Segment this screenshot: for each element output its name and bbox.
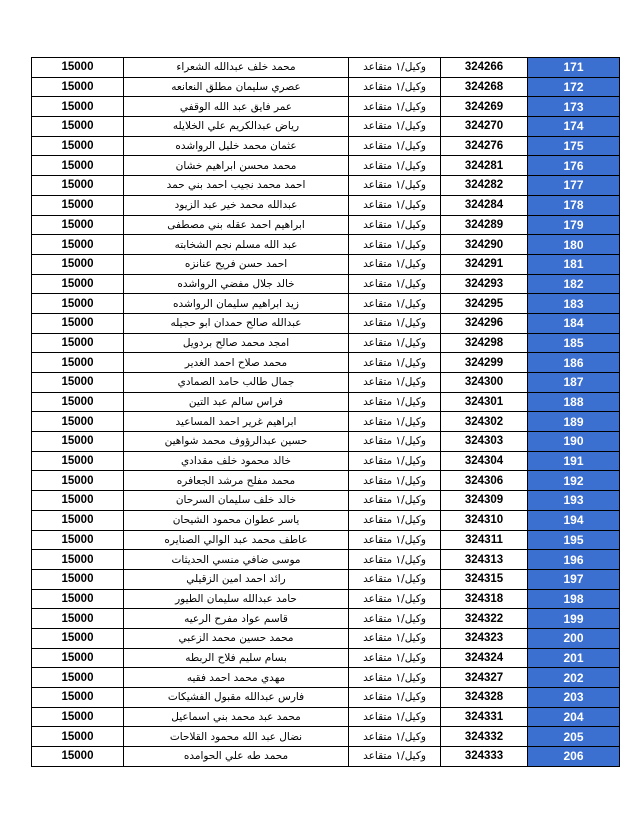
rank-cell: وكيل/١ متقاعد xyxy=(349,550,441,570)
id-cell: 324323 xyxy=(441,628,528,648)
amount-cell: 15000 xyxy=(32,530,124,550)
table-row xyxy=(32,451,620,471)
rank-cell: وكيل/١ متقاعد xyxy=(349,707,441,727)
amount-cell: 15000 xyxy=(32,451,124,471)
amount-cell: 15000 xyxy=(32,688,124,708)
amount-cell: 15000 xyxy=(32,589,124,609)
id-cell: 324333 xyxy=(441,747,528,767)
table-row xyxy=(32,117,620,137)
row-number-cell: 194 xyxy=(528,510,620,530)
amount-cell: 15000 xyxy=(32,58,124,78)
rank-cell: وكيل/١ متقاعد xyxy=(349,530,441,550)
amount-cell: 15000 xyxy=(32,727,124,747)
table-row xyxy=(32,58,620,78)
table-row xyxy=(32,97,620,117)
rank-cell: وكيل/١ متقاعد xyxy=(349,569,441,589)
rank-cell: وكيل/١ متقاعد xyxy=(349,412,441,432)
name-cell: عبدالله صالح حمدان ابو حجيله xyxy=(124,313,349,333)
amount-cell: 15000 xyxy=(32,373,124,393)
table-row xyxy=(32,569,620,589)
row-number-cell: 197 xyxy=(528,569,620,589)
name-cell: عثمان محمد خليل الرواشده xyxy=(124,136,349,156)
rank-cell: وكيل/١ متقاعد xyxy=(349,156,441,176)
row-number-cell: 198 xyxy=(528,589,620,609)
id-cell: 324302 xyxy=(441,412,528,432)
name-cell: نضال عبد الله محمود القلاحات xyxy=(124,727,349,747)
rank-cell: وكيل/١ متقاعد xyxy=(349,688,441,708)
name-cell: عبدالله محمد خير عبد الزيود xyxy=(124,195,349,215)
amount-cell: 15000 xyxy=(32,294,124,314)
row-number-cell: 201 xyxy=(528,648,620,668)
id-cell: 324327 xyxy=(441,668,528,688)
id-cell: 324309 xyxy=(441,491,528,511)
row-number-cell: 189 xyxy=(528,412,620,432)
name-cell: فارس عبدالله مقبول الفشيكات xyxy=(124,688,349,708)
rank-cell: وكيل/١ متقاعد xyxy=(349,274,441,294)
rank-cell: وكيل/١ متقاعد xyxy=(349,747,441,767)
amount-cell: 15000 xyxy=(32,510,124,530)
rank-cell: وكيل/١ متقاعد xyxy=(349,668,441,688)
row-number-cell: 192 xyxy=(528,471,620,491)
id-cell: 324268 xyxy=(441,77,528,97)
id-cell: 324282 xyxy=(441,176,528,196)
table-row xyxy=(32,274,620,294)
rank-cell: وكيل/١ متقاعد xyxy=(349,609,441,629)
rank-cell: وكيل/١ متقاعد xyxy=(349,451,441,471)
id-cell: 324315 xyxy=(441,569,528,589)
rank-cell: وكيل/١ متقاعد xyxy=(349,589,441,609)
row-number-cell: 181 xyxy=(528,254,620,274)
id-cell: 324324 xyxy=(441,648,528,668)
amount-cell: 15000 xyxy=(32,747,124,767)
table-row xyxy=(32,747,620,767)
name-cell: محمد مفلح مرشد الجعافره xyxy=(124,471,349,491)
name-cell: حامد عبدالله سليمان الطيور xyxy=(124,589,349,609)
rank-cell: وكيل/١ متقاعد xyxy=(349,117,441,137)
table-row xyxy=(32,176,620,196)
row-number-cell: 206 xyxy=(528,747,620,767)
id-cell: 324322 xyxy=(441,609,528,629)
rank-cell: وكيل/١ متقاعد xyxy=(349,235,441,255)
id-cell: 324293 xyxy=(441,274,528,294)
amount-cell: 15000 xyxy=(32,648,124,668)
amount-cell: 15000 xyxy=(32,412,124,432)
row-number-cell: 187 xyxy=(528,373,620,393)
name-cell: زيد ابراهيم سليمان الرواشده xyxy=(124,294,349,314)
row-number-cell: 190 xyxy=(528,432,620,452)
id-cell: 324304 xyxy=(441,451,528,471)
id-cell: 324306 xyxy=(441,471,528,491)
rank-cell: وكيل/١ متقاعد xyxy=(349,136,441,156)
rank-cell: وكيل/١ متقاعد xyxy=(349,648,441,668)
amount-cell: 15000 xyxy=(32,707,124,727)
table-row xyxy=(32,215,620,235)
name-cell: امجد محمد صالح بردويل xyxy=(124,333,349,353)
row-number-cell: 204 xyxy=(528,707,620,727)
row-number-cell: 205 xyxy=(528,727,620,747)
amount-cell: 15000 xyxy=(32,569,124,589)
row-number-cell: 173 xyxy=(528,97,620,117)
row-number-cell: 176 xyxy=(528,156,620,176)
id-cell: 324270 xyxy=(441,117,528,137)
table-row xyxy=(32,294,620,314)
table-row xyxy=(32,195,620,215)
name-cell: عاطف محمد عبد الوالي الصنايره xyxy=(124,530,349,550)
table-row xyxy=(32,707,620,727)
table-row xyxy=(32,156,620,176)
id-cell: 324296 xyxy=(441,313,528,333)
table-row xyxy=(32,235,620,255)
name-cell: ابراهيم غرير احمد المساعيد xyxy=(124,412,349,432)
table-row xyxy=(32,254,620,274)
amount-cell: 15000 xyxy=(32,353,124,373)
row-number-cell: 203 xyxy=(528,688,620,708)
amount-cell: 15000 xyxy=(32,333,124,353)
rank-cell: وكيل/١ متقاعد xyxy=(349,392,441,412)
table-row xyxy=(32,136,620,156)
name-cell: محمد طه علي الحوامده xyxy=(124,747,349,767)
rank-cell: وكيل/١ متقاعد xyxy=(349,373,441,393)
id-cell: 324284 xyxy=(441,195,528,215)
id-cell: 324276 xyxy=(441,136,528,156)
name-cell: محمد صلاح احمد الغدير xyxy=(124,353,349,373)
name-cell: محمد عبد محمد بني اسماعيل xyxy=(124,707,349,727)
name-cell: محمد خلف عبدالله الشعراء xyxy=(124,58,349,78)
amount-cell: 15000 xyxy=(32,550,124,570)
id-cell: 324303 xyxy=(441,432,528,452)
id-cell: 324289 xyxy=(441,215,528,235)
amount-cell: 15000 xyxy=(32,235,124,255)
name-cell: موسى ضافي منسي الحديثات xyxy=(124,550,349,570)
row-number-cell: 172 xyxy=(528,77,620,97)
amount-cell: 15000 xyxy=(32,392,124,412)
name-cell: مهدي محمد احمد فقيه xyxy=(124,668,349,688)
amount-cell: 15000 xyxy=(32,176,124,196)
name-cell: محمد محسن ابراهيم خشان xyxy=(124,156,349,176)
table-row xyxy=(32,510,620,530)
amount-cell: 15000 xyxy=(32,215,124,235)
name-cell: بسام سليم فلاح الربطه xyxy=(124,648,349,668)
row-number-cell: 186 xyxy=(528,353,620,373)
name-cell: احمد حسن فريح عنانزه xyxy=(124,254,349,274)
table-row xyxy=(32,688,620,708)
row-number-cell: 177 xyxy=(528,176,620,196)
id-cell: 324310 xyxy=(441,510,528,530)
row-number-cell: 193 xyxy=(528,491,620,511)
id-cell: 324328 xyxy=(441,688,528,708)
id-cell: 324298 xyxy=(441,333,528,353)
id-cell: 324313 xyxy=(441,550,528,570)
name-cell: حسين عبدالرؤوف محمد شواهين xyxy=(124,432,349,452)
rank-cell: وكيل/١ متقاعد xyxy=(349,294,441,314)
table-row xyxy=(32,373,620,393)
amount-cell: 15000 xyxy=(32,117,124,137)
table-row xyxy=(32,727,620,747)
table-row xyxy=(32,392,620,412)
amount-cell: 15000 xyxy=(32,195,124,215)
amount-cell: 15000 xyxy=(32,432,124,452)
rank-cell: وكيل/١ متقاعد xyxy=(349,628,441,648)
amount-cell: 15000 xyxy=(32,313,124,333)
row-number-cell: 199 xyxy=(528,609,620,629)
table-row xyxy=(32,491,620,511)
name-cell: ياسر عطوان محمود الشيحان xyxy=(124,510,349,530)
rank-cell: وكيل/١ متقاعد xyxy=(349,58,441,78)
row-number-cell: 174 xyxy=(528,117,620,137)
row-number-cell: 202 xyxy=(528,668,620,688)
amount-cell: 15000 xyxy=(32,156,124,176)
table-row xyxy=(32,589,620,609)
rank-cell: وكيل/١ متقاعد xyxy=(349,97,441,117)
id-cell: 324299 xyxy=(441,353,528,373)
rank-cell: وكيل/١ متقاعد xyxy=(349,353,441,373)
table-row xyxy=(32,550,620,570)
row-number-cell: 184 xyxy=(528,313,620,333)
table-body xyxy=(32,58,620,767)
rank-cell: وكيل/١ متقاعد xyxy=(349,195,441,215)
id-cell: 324266 xyxy=(441,58,528,78)
amount-cell: 15000 xyxy=(32,77,124,97)
table-row xyxy=(32,333,620,353)
rank-cell: وكيل/١ متقاعد xyxy=(349,176,441,196)
row-number-cell: 191 xyxy=(528,451,620,471)
table-row xyxy=(32,432,620,452)
name-cell: محمد حسين محمد الزعبي xyxy=(124,628,349,648)
id-cell: 324291 xyxy=(441,254,528,274)
rank-cell: وكيل/١ متقاعد xyxy=(349,491,441,511)
name-cell: رياض عبدالكريم علي الخلايله xyxy=(124,117,349,137)
name-cell: فراس سالم عبد التين xyxy=(124,392,349,412)
id-cell: 324301 xyxy=(441,392,528,412)
amount-cell: 15000 xyxy=(32,491,124,511)
id-cell: 324269 xyxy=(441,97,528,117)
id-cell: 324290 xyxy=(441,235,528,255)
row-number-cell: 196 xyxy=(528,550,620,570)
amount-cell: 15000 xyxy=(32,609,124,629)
table-row xyxy=(32,412,620,432)
name-cell: جمال طالب حامد الصمادي xyxy=(124,373,349,393)
rank-cell: وكيل/١ متقاعد xyxy=(349,313,441,333)
id-cell: 324281 xyxy=(441,156,528,176)
table-row xyxy=(32,628,620,648)
table-row xyxy=(32,313,620,333)
amount-cell: 15000 xyxy=(32,668,124,688)
rank-cell: وكيل/١ متقاعد xyxy=(349,333,441,353)
rank-cell: وكيل/١ متقاعد xyxy=(349,471,441,491)
table-row xyxy=(32,609,620,629)
name-cell: خالد خلف سليمان السرحان xyxy=(124,491,349,511)
table-row xyxy=(32,668,620,688)
row-number-cell: 175 xyxy=(528,136,620,156)
amount-cell: 15000 xyxy=(32,628,124,648)
id-cell: 324300 xyxy=(441,373,528,393)
amount-cell: 15000 xyxy=(32,471,124,491)
rank-cell: وكيل/١ متقاعد xyxy=(349,727,441,747)
row-number-cell: 200 xyxy=(528,628,620,648)
rank-cell: وكيل/١ متقاعد xyxy=(349,510,441,530)
amount-cell: 15000 xyxy=(32,97,124,117)
row-number-cell: 179 xyxy=(528,215,620,235)
amount-cell: 15000 xyxy=(32,254,124,274)
id-cell: 324311 xyxy=(441,530,528,550)
table-row xyxy=(32,648,620,668)
row-number-cell: 195 xyxy=(528,530,620,550)
name-cell: خالد جلال مفضي الرواشده xyxy=(124,274,349,294)
table-row xyxy=(32,530,620,550)
row-number-cell: 185 xyxy=(528,333,620,353)
row-number-cell: 188 xyxy=(528,392,620,412)
id-cell: 324332 xyxy=(441,727,528,747)
row-number-cell: 178 xyxy=(528,195,620,215)
table-row xyxy=(32,471,620,491)
row-number-cell: 171 xyxy=(528,58,620,78)
name-cell: رائد احمد امين الزقيلي xyxy=(124,569,349,589)
table-row xyxy=(32,77,620,97)
rank-cell: وكيل/١ متقاعد xyxy=(349,215,441,235)
name-cell: ابراهيم احمد عقله بني مصطفى xyxy=(124,215,349,235)
personnel-table xyxy=(31,57,620,767)
amount-cell: 15000 xyxy=(32,136,124,156)
id-cell: 324331 xyxy=(441,707,528,727)
rank-cell: وكيل/١ متقاعد xyxy=(349,254,441,274)
table-row xyxy=(32,353,620,373)
row-number-cell: 180 xyxy=(528,235,620,255)
amount-cell: 15000 xyxy=(32,274,124,294)
row-number-cell: 183 xyxy=(528,294,620,314)
name-cell: عصري سليمان مطلق النعانعه xyxy=(124,77,349,97)
name-cell: خالد محمود خلف مقدادي xyxy=(124,451,349,471)
row-number-cell: 182 xyxy=(528,274,620,294)
name-cell: عمر فايق عبد الله الوقفي xyxy=(124,97,349,117)
rank-cell: وكيل/١ متقاعد xyxy=(349,432,441,452)
name-cell: قاسم عواد مفرح الرعيه xyxy=(124,609,349,629)
id-cell: 324318 xyxy=(441,589,528,609)
name-cell: احمد محمد نجيب احمد بني حمد xyxy=(124,176,349,196)
name-cell: عبد الله مسلم نجم الشخابته xyxy=(124,235,349,255)
id-cell: 324295 xyxy=(441,294,528,314)
rank-cell: وكيل/١ متقاعد xyxy=(349,77,441,97)
